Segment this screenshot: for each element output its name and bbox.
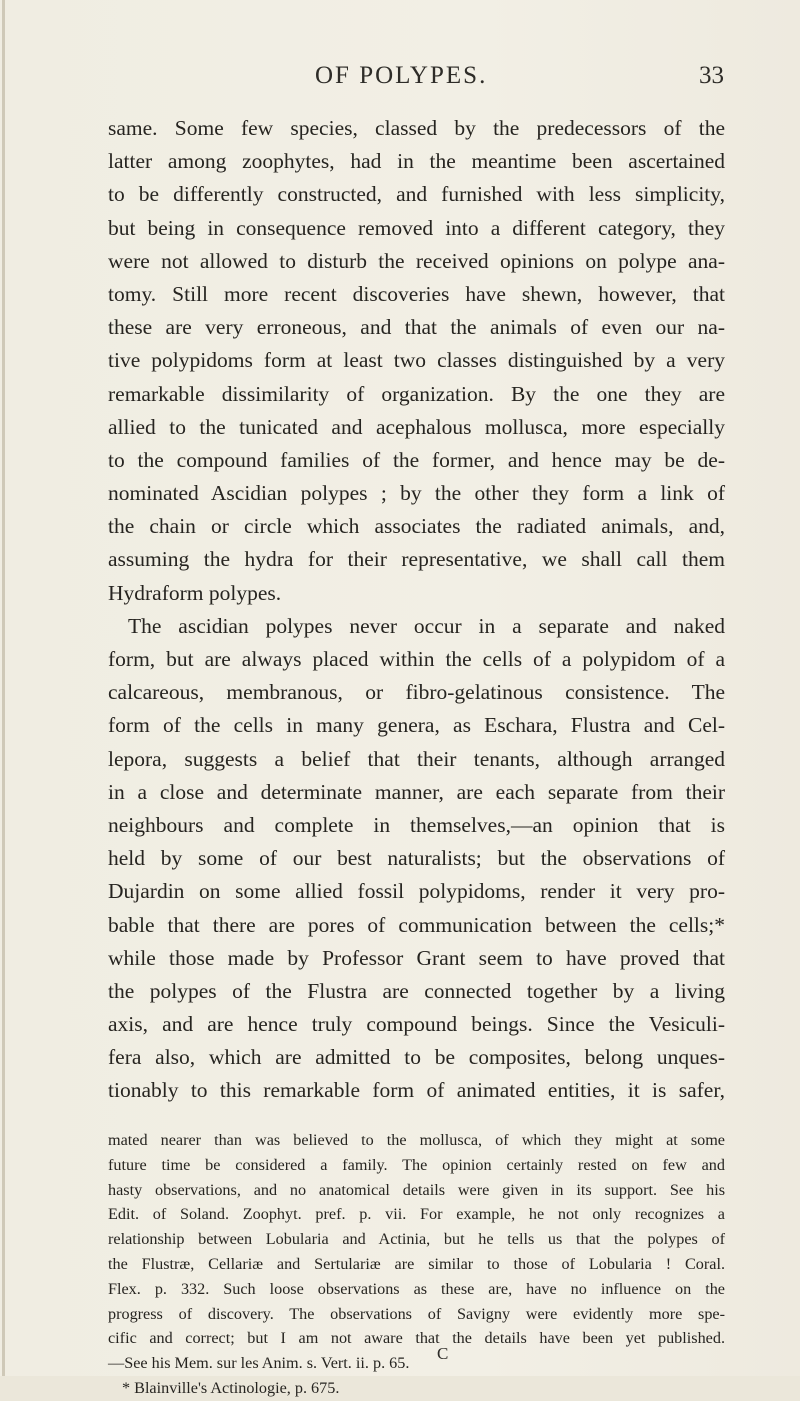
body-line: lepora, suggests a belief that their tenants, although arranged [108,746,725,771]
body-line: tionably to this remarkable form of animated entities, it is safer, [108,1078,725,1103]
footnote-line: cific and correct; but I am not aware that the details have been yet published. [108,1329,725,1348]
body-line: form of the cells in many genera, as Eschara, Flustra and Cel- [108,713,725,738]
running-head [0,62,800,92]
body-line: while those made by Professor Grant seem to have proved that [108,945,725,970]
body-line: same. Some few species, classed by the predecessors of the [108,116,725,140]
body-line: calcareous, membranous, or fibro-gelatinous consistence. The [108,680,725,705]
footnote-line: future time be considered a family. The opinion certainly rested on few and [108,1155,725,1174]
body-line: were not allowed to disturb the received opinions on polype ana- [108,248,725,273]
footnote-line: hasty observations, and no anatomical details were given in its support. See his [108,1180,725,1199]
footnotes [108,1128,725,1401]
footnote-line: relationship between Lobularia and Actinia, but he tells us that the polypes of [108,1230,725,1249]
body-line: bable that there are pores of communication between the cells;* [108,912,725,937]
body-line: in a close and determinate manner, are each separate from their [108,779,725,804]
body-line: axis, and are hence truly compound beings. Since the Vesiculi- [108,1012,725,1037]
body-line: Hydraform polypes. [108,580,282,605]
body-line: to be differently constructed, and furnished with less simplicity, [108,182,725,207]
page-number: 33 [699,62,724,89]
body-line: assuming the hydra for their representative, we shall call them [108,547,725,572]
body-line: nominated Ascidian polypes ; by the other they form a link of [108,481,725,506]
body-line: fera also, which are admitted to be composites, belong unques- [108,1045,725,1070]
body-text [108,112,725,1108]
body-line: allied to the tunicated and acephalous mollusca, more especially [108,414,725,439]
body-line: the polypes of the Flustra are connected together by a living [108,978,725,1003]
body-line: The ascidian polypes never occur in a separate and naked [128,613,725,638]
footnote-line: Flex. p. 332. Such loose observations as these are, have no influence on the [108,1279,725,1298]
footnote-line: progress of discovery. The observations of Savigny were evidently more spe- [108,1304,725,1323]
body-line: tomy. Still more recent discoveries have shewn, however, that [108,281,725,306]
footnote-line: the Flustræ, Cellariæ and Sertulariæ are similar to those of Lobularia ! Coral. [108,1254,725,1273]
body-line: latter among zoophytes, had in the meantime been ascertained [108,149,725,174]
page-edge-shadow [2,0,5,1376]
footnote-line: * Blainville's Actinologie, p. 675. [122,1378,340,1397]
body-line: held by some of our best naturalists; but the observations of [108,846,725,871]
body-line: tive polypidoms form at least two classes distinguished by a very [108,348,725,373]
footnote-line: Edit. of Soland. Zoophyt. pref. p. vii. For example, he not only recognizes a [108,1205,725,1224]
body-line: remarkable dissimilarity of organization. By the one they are [108,381,725,406]
body-line: neighbours and complete in themselves,—an opinion that is [108,812,725,837]
signature-mark: C [437,1344,449,1363]
body-line: but being in consequence removed into a different category, they [108,215,725,240]
body-line: these are very erroneous, and that the animals of even our na- [108,315,725,340]
footnote-line: —See his Mem. sur les Anim. s. Vert. ii. p. 65. [108,1354,410,1373]
body-line: Dujardin on some allied fossil polypidoms, render it very pro- [108,879,725,904]
body-line: to the compound families of the former, and hence may be de- [108,447,725,472]
running-title: OF POLYPES. [315,62,488,89]
body-line: form, but are always placed within the cells of a polypidom of a [108,647,725,671]
footnote-line: mated nearer than was believed to the mollusca, of which they might at some [108,1131,725,1149]
body-line: the chain or circle which associates the radiated animals, and, [108,514,725,539]
